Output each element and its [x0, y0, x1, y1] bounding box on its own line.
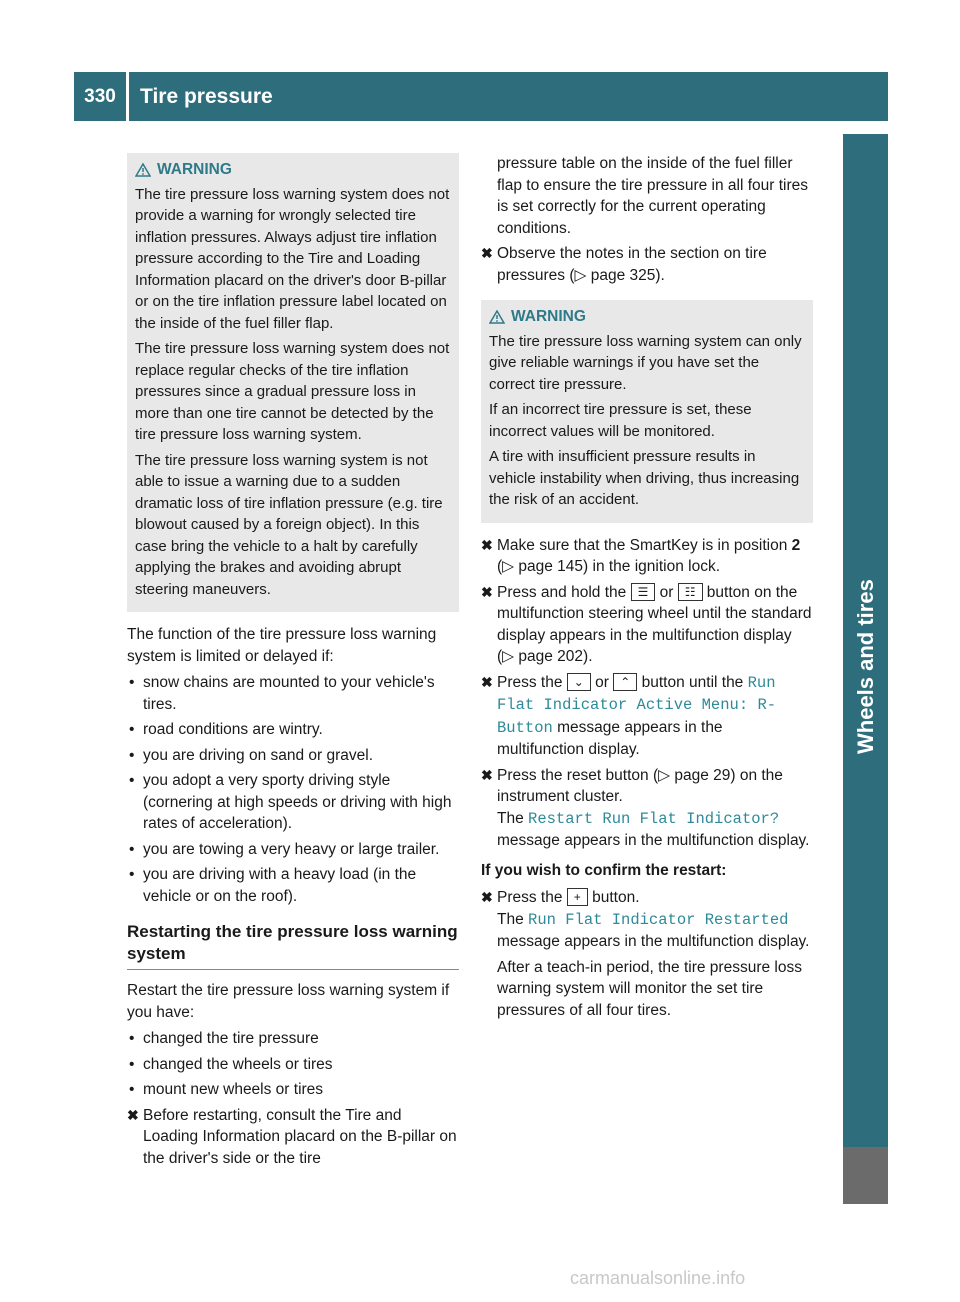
step-text: button until the: [637, 673, 748, 691]
list-item: • snow chains are mounted to your vehicle's tires.: [127, 672, 459, 715]
step-text: Observe the notes in the section on tire pressures (▷ page 325).: [497, 245, 767, 284]
step-text: or: [655, 583, 678, 601]
list-item: • mount new wheels or tires: [127, 1079, 459, 1101]
list-item: • road conditions are wintry.: [127, 719, 459, 741]
step-text: Before restarting, consult the Tire and Loading Information placard on the B-pillar on the driver's side or the tire: [143, 1106, 457, 1167]
step-item: [481, 582, 813, 668]
step-arrow-icon: ✖: [481, 536, 493, 553]
watermark: carmanualsonline.info: [570, 1268, 746, 1288]
display-message: Restart Run Flat Indicator?: [528, 809, 780, 828]
warning-box: [481, 300, 813, 523]
restart-intro: Restart the tire pressure loss warning system if you have:: [127, 982, 450, 1021]
step-text: or: [590, 673, 614, 691]
warning-title: [489, 306, 806, 328]
step-item: [481, 535, 813, 578]
warning-title: [135, 159, 452, 181]
step-text: Press the: [497, 889, 567, 906]
step-text: The: [497, 910, 529, 928]
list-item: • you are towing a very heavy or large trailer.: [127, 839, 459, 861]
step-text: Make sure that the SmartKey is in position: [497, 536, 792, 554]
display-message: Run Flat Indicator Active Menu: R-Button: [497, 673, 777, 737]
display-back-key-icon: ☰: [631, 583, 656, 601]
step-text: message appears in the multifunction display.: [497, 718, 723, 758]
warning-icon: [489, 310, 505, 324]
warning-text: The tire pressure loss warning system does not replace regular checks of the tire inflation pressures since a gradual pressure loss in more than one tire cannot be detected by the tire pressure loss warning system.: [135, 340, 450, 443]
list-item: • changed the wheels or tires: [127, 1054, 459, 1076]
warning-text: The tire pressure loss warning system does not provide a warning for wrongly selected tire inflation pressures. Always adjust tire inflation pressure according to the Tire and Loading Information placard on the driver's door B-pillar or on the tire inflation pressure label located on the inside of the fuel filler flap.: [135, 185, 450, 332]
confirm-heading: If you wish to confirm the restart:: [481, 861, 727, 879]
display-forward-key-icon: ☷: [678, 583, 703, 601]
step-text: The: [497, 809, 529, 827]
warning-text: A tire with insufficient pressure results in vehicle instability when driving, thus increasing the risk of an accident.: [489, 448, 800, 508]
page-number: 330: [74, 72, 126, 121]
warning-title-text: WARNING: [511, 308, 586, 325]
intro-text: The function of the tire pressure loss warning system is limited or delayed if:: [127, 626, 437, 665]
side-tab: [843, 134, 888, 754]
continued-text: pressure table on the inside of the fuel filler flap to ensure the tire pressure in all four tires is set correctly for the current operating conditions.: [497, 155, 809, 237]
step-item: [481, 765, 813, 852]
chevron-up-icon: ⌃: [613, 673, 637, 691]
step-text: message appears in the multifunction display.: [497, 933, 810, 950]
step-text: button.: [587, 889, 640, 906]
step-arrow-icon: ✖: [127, 1106, 139, 1123]
section-heading: Restarting the tire pressure loss warning system: [127, 921, 459, 970]
step-text: button on the multifunction steering wheel until the standard display appears in the multifunction display (▷ page 202).: [497, 583, 812, 665]
warning-text: The tire pressure loss warning system can only give reliable warnings if you have set the correct tire pressure.: [489, 332, 802, 393]
list-item: • you are driving with a heavy load (in the vehicle or on the roof).: [127, 864, 459, 907]
side-marker: [843, 1147, 888, 1204]
plus-key-icon: +: [567, 888, 588, 906]
step-arrow-icon: ✖: [481, 766, 493, 783]
list-item: • you adopt a very sporty driving style (cornering at high speeds or driving with high rates of acceleration).: [127, 770, 459, 835]
step-text: Press and hold the: [497, 583, 631, 601]
right-column: [481, 153, 813, 1025]
warning-icon: [135, 163, 151, 177]
step-item: [127, 1105, 459, 1170]
step-arrow-icon: ✖: [481, 583, 493, 600]
position-number: 2: [791, 536, 801, 554]
left-column: [127, 153, 459, 1173]
warning-text: If an incorrect tire pressure is set, these incorrect values will be monitored.: [489, 401, 752, 440]
step-item: [481, 672, 813, 761]
list-item: • changed the tire pressure: [127, 1028, 459, 1050]
side-tab-label: Wheels and tires: [853, 579, 878, 754]
step-text: message appears in the multifunction display.: [497, 832, 810, 849]
step-arrow-icon: ✖: [481, 245, 493, 261]
list-item: • you are driving on sand or gravel.: [127, 745, 459, 767]
step-arrow-icon: ✖: [481, 889, 493, 905]
display-message: Run Flat Indicator Restarted: [528, 910, 789, 929]
step-text: Press the: [497, 673, 567, 691]
teach-in-text: After a teach-in period, the tire pressure loss warning system will monitor the set tire pressures of all four tires.: [497, 958, 802, 1019]
warning-title-text: WARNING: [157, 161, 232, 178]
warning-box: [127, 153, 459, 612]
step-item: [481, 887, 813, 1021]
step-text: Press the reset button (▷ page 29) on the instrument cluster.: [497, 766, 783, 805]
step-arrow-icon: ✖: [481, 673, 493, 690]
chevron-down-icon: ⌄: [567, 673, 591, 691]
step-item: [481, 243, 813, 286]
page-title: Tire pressure: [129, 72, 888, 121]
warning-text: The tire pressure loss warning system is not able to issue a warning due to a sudden dramatic loss of tire inflation pressure (e.g. tire blowout caused by a foreign object). In this case bring the vehicle to a halt by carefully applying the brakes and avoiding abrupt steering maneuvers.: [135, 451, 443, 598]
step-text: (▷ page 145) in the ignition lock.: [497, 558, 721, 575]
